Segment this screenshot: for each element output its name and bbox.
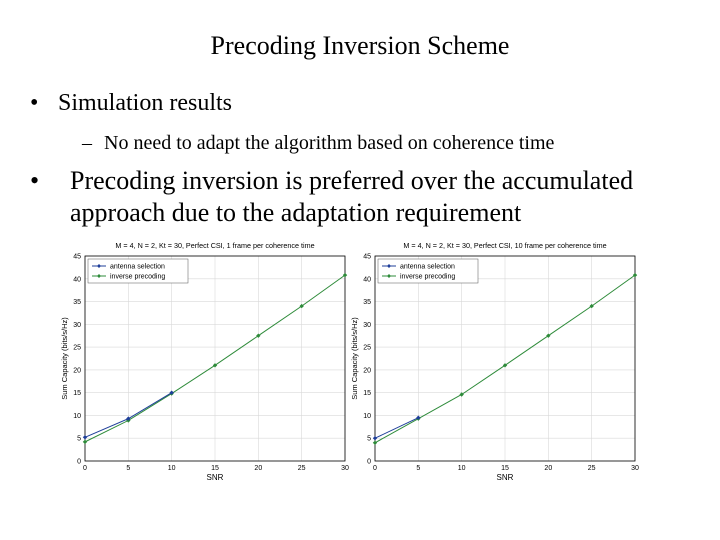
y-tick-label: 5 (77, 435, 81, 443)
data-point-antenna-selection (83, 435, 87, 439)
x-tick-label: 0 (373, 465, 377, 472)
y-tick-label: 10 (363, 412, 371, 420)
y-tick-label: 35 (363, 299, 371, 307)
legend-label: inverse precoding (400, 273, 456, 281)
y-tick-label: 0 (367, 458, 371, 466)
x-tick-label: 0 (83, 465, 87, 472)
y-tick-label: 45 (73, 253, 81, 261)
chart-1-frame-per-coherence (60, 236, 350, 486)
x-tick-label: 15 (211, 465, 219, 472)
y-axis-label: Sum Capacity (bits/s/Hz) (60, 317, 69, 400)
y-tick-label: 20 (363, 367, 371, 375)
bullet-text: Precoding inversion is preferred over the accumulated approach due to the adaptation requirement (70, 166, 634, 227)
x-tick-label: 20 (544, 465, 553, 472)
sub-bullet-marker: – (82, 132, 92, 154)
legend-label: antenna selection (400, 263, 455, 271)
y-tick-label: 45 (363, 253, 371, 261)
y-tick-label: 40 (363, 276, 371, 284)
y-tick-label: 10 (73, 412, 81, 420)
slide-title: Precoding Inversion Scheme (210, 31, 510, 60)
x-tick-label: 30 (631, 465, 639, 472)
sub-bullet-no-adapt (82, 130, 554, 156)
bullet-simulation-results (30, 88, 232, 118)
x-axis-label: SNR (206, 473, 224, 482)
x-tick-label: 5 (416, 465, 421, 472)
y-tick-label: 5 (367, 435, 371, 443)
bullet-marker: • (30, 166, 40, 195)
y-tick-label: 25 (73, 344, 81, 352)
x-tick-label: 25 (587, 465, 596, 472)
y-tick-label: 15 (73, 390, 81, 398)
y-tick-label: 30 (363, 321, 371, 329)
data-point-inverse-precoding (373, 441, 377, 445)
x-tick-label: 30 (341, 465, 349, 472)
data-point-antenna-selection (373, 436, 377, 440)
y-tick-label: 20 (73, 367, 81, 375)
chart-title: M = 4, N = 2, Kt = 30, Perfect CSI, 10 frame per coherence time (403, 241, 607, 250)
y-tick-label: 0 (77, 458, 81, 466)
y-tick-label: 15 (363, 390, 371, 398)
bullet-text: Simulation results (58, 90, 232, 116)
y-tick-label: 30 (73, 321, 81, 329)
y-tick-label: 40 (73, 276, 81, 284)
bullet-marker: • (30, 90, 39, 116)
x-axis-label: SNR (496, 473, 514, 482)
legend-label: antenna selection (110, 263, 165, 271)
y-axis-label: Sum Capacity (bits/s/Hz) (350, 317, 359, 400)
sub-bullet-text: No need to adapt the algorithm based on coherence time (104, 132, 555, 154)
chart-title: M = 4, N = 2, Kt = 30, Perfect CSI, 1 frame per coherence time (115, 241, 315, 250)
x-tick-label: 20 (254, 465, 263, 472)
y-tick-label: 35 (73, 299, 81, 307)
x-tick-label: 15 (501, 465, 509, 472)
x-tick-label: 10 (167, 465, 176, 472)
x-tick-label: 10 (457, 465, 466, 472)
x-tick-label: 25 (297, 465, 306, 472)
data-point-inverse-precoding (83, 440, 87, 444)
legend-label: inverse precoding (110, 273, 166, 281)
chart-10-frame-per-coherence (350, 236, 640, 486)
series-line-antenna-selection (375, 418, 418, 439)
y-tick-label: 25 (363, 344, 371, 352)
bullet-precoding-preferred (30, 165, 700, 229)
x-tick-label: 5 (126, 465, 131, 472)
